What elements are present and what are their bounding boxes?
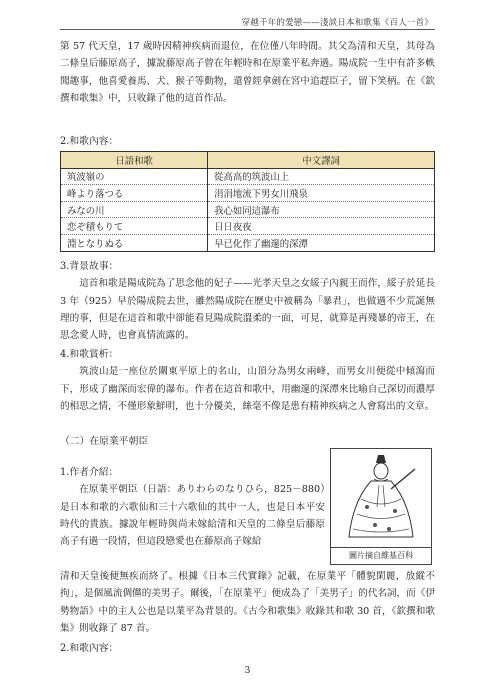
- waka-heading-1-wrap: [60, 133, 435, 150]
- poet-2-continuation: [60, 568, 435, 637]
- waka-zh-line: 日日夜夜: [208, 218, 435, 235]
- waka-zh-line: 從高高的筑波山上: [208, 168, 435, 185]
- appreciation-paragraph: 筑波山是一座位於關東平原上的名山，山頂分為男女兩峰，而男女川便從中傾瀉而下，形成了幽深而宏偉的瀑布。作者在這首和歌中，用幽邃的深潭來比喻自己深切而濃厚的相思之情，不僅形象鮮明，也十分優美，絲毫不像是患有精神疾病之人會寫出的文章。: [60, 366, 435, 412]
- story-heading: 3.背景故事：: [60, 261, 119, 272]
- waka-heading-2: 2.和歌內容：: [60, 643, 119, 654]
- figure-caption: 圖片摘自維基百科: [330, 548, 432, 565]
- waka-jp-line: 淵となりぬる: [61, 234, 208, 251]
- table-row: [61, 185, 435, 202]
- appreciation-heading: 4.和歌賞析：: [60, 349, 119, 360]
- intro-section: [60, 38, 435, 107]
- waka-jp-line: みなの川: [61, 201, 208, 218]
- poet-portrait-illustration: [331, 449, 431, 547]
- waka-table: [60, 151, 435, 252]
- waka-zh-line: 我心如同這瀑布: [208, 201, 435, 218]
- waka-heading-1: 2.和歌內容：: [60, 136, 119, 147]
- table-row: [61, 168, 435, 185]
- table-row: [61, 234, 435, 251]
- poet-2-paragraph-wrapped: 在原業平朝臣（日語：ありわらのなりひら，825－880）是日本和歌的六歌仙和三十六歌仙的其中一人，也是日本平安時代的貴族。據說年輕時與尚未嫁給清和天皇的二條皇后藤原高子有過一段情，但這段戀愛也在藤原高子嫁給: [60, 484, 325, 548]
- waka-jp-line: 峰より落つる: [61, 185, 208, 202]
- portrait-figure: [330, 448, 432, 548]
- intro-paragraph: 第 57 代天皇，17 歲時因精神疾病而退位，在位僅八年時間。其父為清和天皇，其母為二條皇后藤原高子，據說藤原高子曾在年輕時和在原業平私奔過。陽成院一生中有許多軼聞趣事，他喜愛養馬、犬、猴子等動物，還曾經拿劍在宮中追趕臣子，留下笑柄。在《欽撰和歌集》中，只收錄了他的這首作品。: [60, 41, 435, 104]
- poet-2-title: （二）在原業平朝臣: [60, 436, 149, 447]
- waka-table-header-zh: 中文譯詞: [208, 152, 435, 169]
- appreciation-section: [60, 346, 435, 415]
- waka-table-header-jp: 日語和歌: [61, 152, 208, 169]
- poet-2-intro: [60, 464, 325, 550]
- story-section: [60, 258, 435, 344]
- waka-heading-2-wrap: [60, 640, 435, 657]
- poet-2-intro-heading: 1.作者介紹：: [60, 467, 119, 478]
- running-header: 穿越千年的愛戀——淺談日本和歌集《百人一首》: [241, 18, 433, 28]
- waka-table-header-row: [61, 152, 435, 169]
- waka-jp-line: 筑波嶺の: [61, 168, 208, 185]
- table-row: [61, 201, 435, 218]
- waka-zh-line: 早已化作了幽邃的深潭: [208, 234, 435, 251]
- header-rule: [60, 29, 435, 30]
- story-paragraph: 這首和歌是陽成院為了思念他的妃子——光孝天皇之女綏子內親王而作，綏子於延長 3 年（925）早於陽成院去世，雖然陽成院在歷史中被稱為「暴君」，也做過不少荒誕無理的事，但是在這首和歌中卻能看見陽成院溫柔的一面，可見，就算是再殘暴的帝王，在思念愛人時，也會真情流露的。: [60, 278, 435, 342]
- waka-zh-line: 涓涓地流下男女川飛泉: [208, 185, 435, 202]
- page-number: 3: [244, 666, 251, 676]
- waka-jp-line: 恋ぞ積もりて: [61, 218, 208, 235]
- poet-2-paragraph-full: 清和天皇後便無疾而終了。根據《日本三代實錄》記載，在原業平「體貌閑麗，放縱不拘」，是個風流倜儻的美男子。爾後，「在原業平」便成為了「美男子」的代名詞，而《伊勢物語》中的主人公也是以業平為背景的。《古今和歌集》收錄其和歌 30 首，《欽撰和歌集》則收錄了 87 首。: [60, 571, 435, 634]
- table-row: [61, 218, 435, 235]
